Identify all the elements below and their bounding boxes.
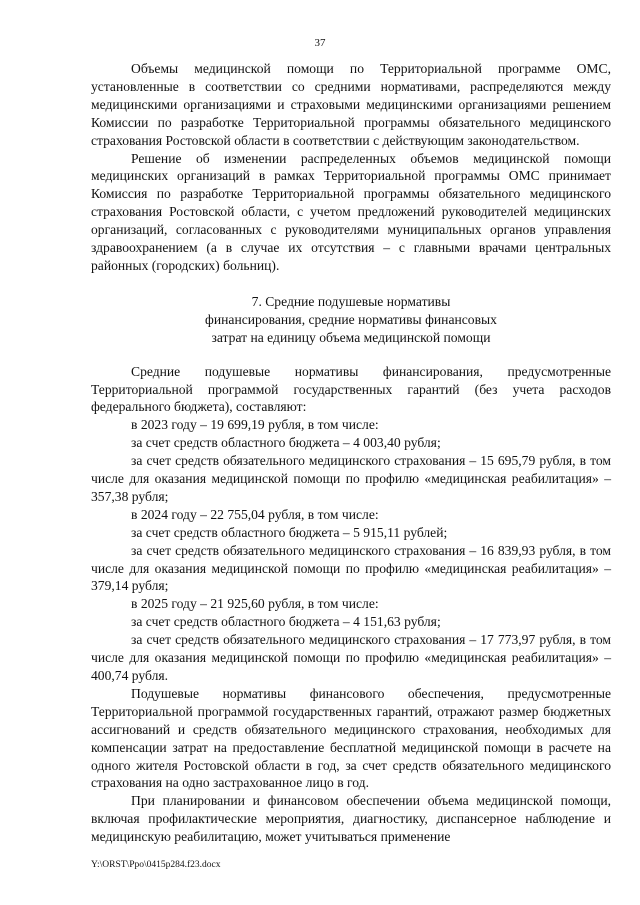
paragraph-intro: Средние подушевые нормативы финансирования, предусмотренные Территориальной программой государственных гарантий (без учета расходов федерального бюджета), составляют: [91, 363, 611, 415]
year-2025-total: в 2025 году – 21 925,60 рубля, в том числе: [131, 596, 379, 612]
page-number: 37 [314, 37, 326, 49]
year-2025-oms: за счет средств обязательного медицинского страхования – 17 773,97 рубля, в том числе для оказания медицинской помощи по профилю «медицинская реабилитация» – 400,74 рубля. [91, 632, 611, 683]
year-2024-oms: за счет средств обязательного медицинского страхования – 16 839,93 рубля, в том числе для оказания медицинской помощи по профилю «медицинская реабилитация» – 379,14 рубля; [91, 542, 611, 594]
year-2025-regional: за счет средств областного бюджета – 4 151,63 рубля; [131, 614, 441, 630]
section-heading [91, 293, 611, 347]
paragraph-volumes: Объемы медицинской помощи по Территориальной программе ОМС, установленные в соответствии со средними нормативами, распределяются между медицинскими организациями и страховыми медицинскими организациями решением Комиссии по разработке Территориальной программы обязательного медицинского страхования Ростовской области в соответствии с действующим законодательством. [91, 61, 611, 148]
section-heading-line: 7. Средние подушевые нормативы [251, 293, 451, 309]
paragraph-planning: При планировании и финансовом обеспечении объема медицинской помощи, включая профилактические мероприятия, диагностику, диспансерное наблюдение и медицинскую реабилитацию, может учитываться применение [91, 793, 611, 845]
document-body [91, 60, 611, 846]
year-2023-regional: за счет средств областного бюджета – 4 003,40 рубля; [131, 435, 441, 451]
year-2024-total: в 2024 году – 22 755,04 рубля, в том числе: [131, 506, 379, 522]
year-2023-oms: за счет средств обязательного медицинского страхования – 15 695,79 рубля, в том числе для оказания медицинской помощи по профилю «медицинская реабилитация» – 357,38 рубля; [91, 453, 611, 504]
paragraph-norms: Подушевые нормативы финансового обеспечения, предусмотренные Территориальной программой государственных гарантий, отражают размер бюджетных ассигнований и средств обязательного медицинского страхования, необходимых для компенсации затрат на предоставление бесплатной медицинской помощи в расчете на одного жителя Ростовской области в год, за счет средств обязательного медицинского страхования на одно застрахованное лицо в год. [91, 685, 611, 791]
paragraph-redistribution: Решение об изменении распределенных объемов медицинской помощи медицинских организаций в рамках Территориальной программы ОМС принимает Комиссия по разработке Территориальной программы обязательного медицинского страхования Ростовской области, с учетом предложений руководителей медицинских организаций, согласованных с руководителями муниципальных органов управления здравоохранением (а в случае их отсутствия – с главными врачами центральных районных (городских) больниц). [91, 150, 611, 273]
year-2024-regional: за счет средств областного бюджета – 5 915,11 рублей; [131, 524, 448, 540]
footer-file-path: Y:\ORST\Ppo\0415p284.f23.docx [91, 860, 221, 870]
section-heading-line: финансирования, средние нормативы финансовых [205, 311, 497, 327]
section-heading-line: затрат на единицу объема медицинской помощи [211, 329, 491, 345]
year-2023-total: в 2023 году – 19 699,19 рубля, в том числе: [131, 417, 379, 433]
